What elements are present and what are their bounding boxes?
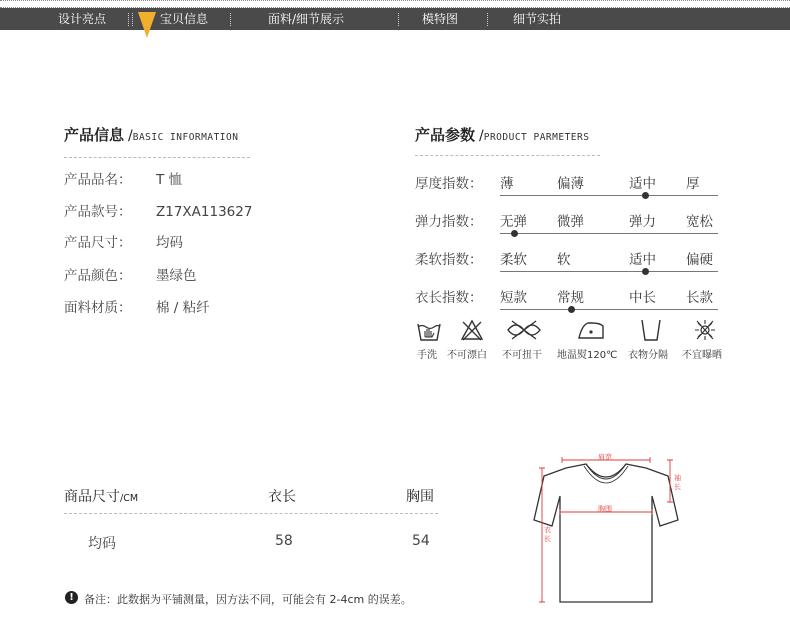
hand-wash-icon xyxy=(416,318,442,342)
size-cell: 均码 xyxy=(88,536,116,552)
info-row-material: 面料材质： 棉 / 粘纤 xyxy=(64,300,210,316)
param-option: 常规 xyxy=(557,290,584,306)
info-row-name: 产品品名： T 恤 xyxy=(64,172,183,188)
diagram-label-shoulder: 肩宽 xyxy=(598,453,612,461)
diagram-label-sleeve: 袖长 xyxy=(674,474,681,491)
param-option: 柔软 xyxy=(500,252,527,268)
care-label: 手洗 xyxy=(417,350,437,361)
param-label: 衣长指数： xyxy=(415,290,483,306)
info-row-size: 产品尺寸： 均码 xyxy=(64,235,183,251)
param-scale-indicator xyxy=(568,306,575,313)
param-scale-track xyxy=(500,233,718,234)
care-icon-no-wring xyxy=(504,318,544,346)
care-label: 不可漂白 xyxy=(447,350,487,361)
param-scale-indicator xyxy=(511,230,518,237)
nav-item-fabric[interactable]: 面料/细节展示 xyxy=(268,12,345,26)
param-option: 偏薄 xyxy=(557,176,584,192)
section-divider xyxy=(64,157,250,158)
size-cell: 58 xyxy=(275,533,293,549)
size-col-chest: 胸围 xyxy=(406,489,434,505)
no-sun-icon xyxy=(692,318,718,342)
param-option: 微弹 xyxy=(557,214,584,230)
nav-item-design[interactable]: 设计亮点 xyxy=(58,12,107,26)
table-divider xyxy=(64,513,438,514)
param-option: 薄 xyxy=(500,176,514,192)
tshirt-outline-icon xyxy=(528,450,688,610)
nav-separator xyxy=(132,13,133,26)
param-option: 偏硬 xyxy=(686,252,713,268)
param-scale-indicator xyxy=(642,268,649,275)
param-scale-track xyxy=(500,309,718,310)
nav-separator xyxy=(398,13,399,26)
no-wring-icon xyxy=(504,318,544,342)
care-label: 衣物分隔 xyxy=(628,350,668,361)
product-info-title: 产品信息 /BASIC INFORMATION xyxy=(64,126,239,144)
param-scale-track xyxy=(500,271,718,272)
param-option: 厚 xyxy=(686,176,700,192)
param-option: 软 xyxy=(557,252,571,268)
iron-low-icon xyxy=(576,318,606,342)
care-icon-no-sun xyxy=(692,318,718,346)
warning-icon: ! xyxy=(65,591,78,604)
param-option: 适中 xyxy=(629,252,656,268)
info-row-style-number: 产品款号： Z17XA113627 xyxy=(64,204,253,220)
care-label: 不宜曝晒 xyxy=(682,350,722,361)
param-label: 弹力指数： xyxy=(415,214,483,230)
care-icon-hand-wash xyxy=(416,318,442,346)
param-option: 适中 xyxy=(629,176,656,192)
param-scale-track xyxy=(500,195,718,196)
info-row-color: 产品颜色： 墨绿色 xyxy=(64,268,197,284)
measurement-note: 备注：此数据为平铺测量，因方法不同，可能会有 2-4cm 的误差。 xyxy=(84,593,412,606)
top-dotted-border xyxy=(0,0,790,8)
nav-item-model[interactable]: 模特图 xyxy=(422,12,459,26)
nav-separator xyxy=(487,13,488,26)
param-option: 宽松 xyxy=(686,214,713,230)
param-option: 短款 xyxy=(500,290,527,306)
param-option: 无弹 xyxy=(500,214,527,230)
diagram-label-length: 衣长 xyxy=(544,526,551,543)
tshirt-measurement-diagram xyxy=(528,450,688,610)
size-col-length: 衣长 xyxy=(268,489,296,505)
nav-item-product-info[interactable]: 宝贝信息 xyxy=(160,12,209,26)
nav-separator xyxy=(128,13,129,26)
care-icon-iron xyxy=(576,318,606,346)
size-cell: 54 xyxy=(412,533,430,549)
param-option: 弹力 xyxy=(629,214,656,230)
nav-item-detail-photos[interactable]: 细节实拍 xyxy=(513,12,562,26)
param-option: 中长 xyxy=(629,290,656,306)
care-label: 不可扭干 xyxy=(502,350,542,361)
product-params-title: 产品参数 /PRODUCT PARMETERS xyxy=(415,126,590,144)
param-label: 厚度指数： xyxy=(415,176,483,192)
param-option: 长款 xyxy=(686,290,713,306)
care-icon-separate xyxy=(638,318,664,346)
section-divider xyxy=(415,155,600,156)
size-table-header: 商品尺寸/CM xyxy=(64,489,139,505)
top-nav-bar xyxy=(0,8,790,30)
care-label: 地温熨120℃ xyxy=(557,350,618,361)
care-icon-no-bleach xyxy=(459,318,485,346)
no-bleach-icon xyxy=(459,318,485,342)
separate-wash-icon xyxy=(638,318,664,342)
diagram-label-chest: 胸围 xyxy=(598,505,612,513)
nav-separator xyxy=(230,13,231,26)
param-scale-indicator xyxy=(642,192,649,199)
nav-active-marker xyxy=(138,12,156,38)
param-label: 柔软指数： xyxy=(415,252,483,268)
